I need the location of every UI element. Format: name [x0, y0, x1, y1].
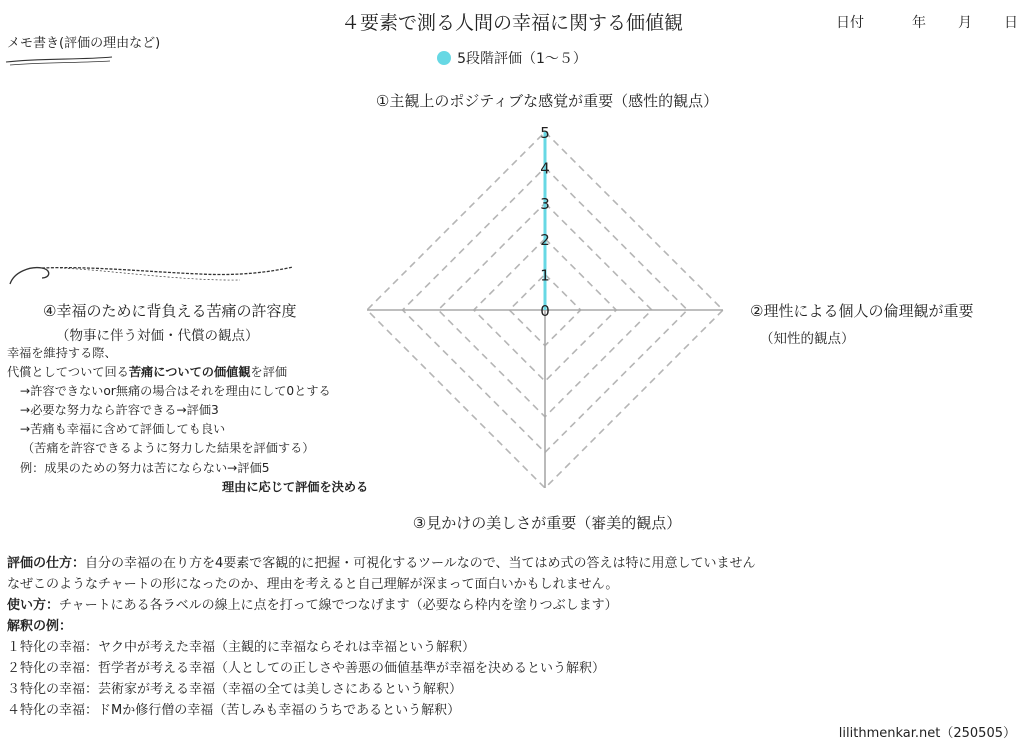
axis-label-bottom: ③見かけの美しさが重要（審美的観点）: [412, 514, 682, 532]
note-line-6: （苦痛を許容できるように努力した結果を評価する）: [22, 441, 315, 455]
memo-underline-decoration: [6, 57, 112, 65]
axis-sub-left: （物事に伴う対価・代償の観点）: [56, 328, 259, 344]
tick-label-5: 5: [540, 124, 550, 142]
note-line-3: →許容できないor無痛の場合はそれを理由にして0とする: [20, 384, 331, 398]
axis-sub-right: （知性的観点）: [760, 331, 855, 347]
eval-line: 評価の仕方：自分の幸福の在り方を4要素で客観的に把握・可視化するツールなので、当てはめ式の答えは特に用意していません: [7, 556, 756, 571]
examples-title: 解釈の例：: [7, 619, 73, 634]
example-3: ３特化の幸福：芸術家が考える幸福（幸福の全ては美しさにあるという解釈）: [7, 682, 463, 697]
note-line-7: 例：成果のための努力は苦にならない→評価5: [20, 461, 270, 475]
memo-label: メモ書き(評価の理由など): [7, 36, 161, 51]
note-line-1: 幸福を維持する際、: [7, 346, 117, 360]
example-4: ４特化の幸福：ドMか修行僧の幸福（苦しみも幸福のうちであるという解釈）: [7, 703, 461, 718]
note-line-5: →苦痛も幸福に含めて評価しても良い: [20, 422, 226, 436]
tick-label-2: 2: [540, 230, 550, 249]
page-title: ４要素で測る人間の幸福に関する価値観: [340, 12, 683, 34]
note-line-2: 代償としてついて回る苦痛についての価値観を評価: [7, 365, 288, 379]
axis-label-left: ④幸福のために背負える苦痛の許容度: [43, 302, 297, 320]
usage-line: 使い方：チャートにある各ラベルの線上に点を打って線でつなげます（必要なら枠内を塗りつぶします）: [7, 598, 618, 613]
axis-label-right: ②理性による個人の倫理観が重要: [750, 302, 974, 320]
date-month: 月: [958, 15, 972, 31]
tick-label-3: 3: [540, 195, 550, 214]
tick-label-0: 0: [540, 302, 550, 320]
scribble-decoration: [10, 267, 293, 284]
date-label: 日付: [836, 15, 864, 31]
credit: lilithmenkar.net（250505）: [838, 726, 1016, 741]
tick-label-4: 4: [540, 159, 550, 178]
axis-label-top: ①主観上のポジティブな感覚が重要（感性的観点）: [375, 92, 719, 110]
legend-label: 5段階評価（1〜５）: [457, 51, 587, 67]
example-1: １特化の幸福：ヤク中が考えた幸福（主観的に幸福ならそれは幸福という解釈）: [7, 640, 476, 655]
tick-label-1: 1: [540, 266, 550, 285]
date-day: 日: [1004, 15, 1018, 31]
note-line-8: 理由に応じて評価を決める: [222, 480, 369, 494]
eval-line-2: なぜこのようなチャートの形になったのか、理由を考えると自己理解が深まって面白いかもしれません。: [7, 577, 619, 592]
note-line-4: →必要な努力なら許容できる→評価3: [20, 403, 219, 417]
date-year: 年: [912, 15, 926, 31]
example-2: ２特化の幸福：哲学者が考える幸福（人としての正しさや善悪の価値基準が幸福を決めるという解釈）: [7, 661, 606, 676]
